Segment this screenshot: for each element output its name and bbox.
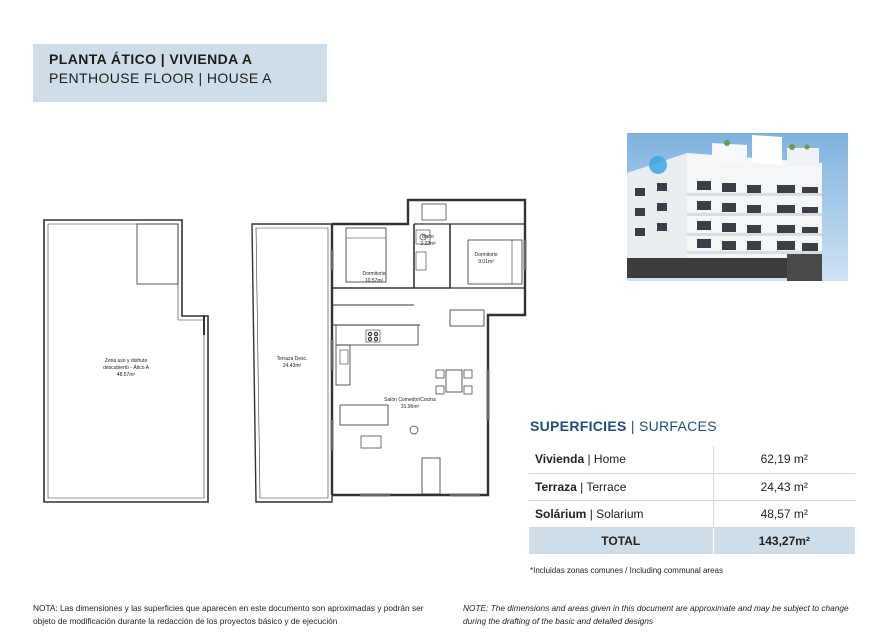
surfaces-heading — [530, 418, 717, 434]
bedroom2-label-1: Dormitorio — [474, 252, 498, 258]
terrace-label-2: 24.43m² — [282, 363, 302, 369]
total-label: TOTAL — [529, 527, 713, 554]
table-row — [529, 473, 855, 500]
row-name-es: Terraza — [535, 479, 577, 494]
bath-label-1: Baño — [422, 234, 434, 240]
total-value: 143,27m² — [713, 527, 855, 554]
title-box — [33, 44, 327, 102]
note-english: NOTE: The dimensions and areas given in this document are approximate and may be subject to change during the drafting of the basic and detailed designs — [463, 603, 849, 626]
surfaces-heading-es: SUPERFICIES — [530, 418, 627, 434]
communal-footnote: *Incluidas zonas comunes / Including communal areas — [530, 566, 723, 575]
surfaces-heading-en: | SURFACES — [626, 418, 717, 434]
floor-plan-drawing — [30, 190, 530, 510]
solarium-label-1: Zona uso y disfrute — [104, 358, 148, 364]
bedroom1-label-2: 10.57m² — [364, 278, 384, 284]
row-value: 24,43 m² — [713, 473, 855, 500]
bath-label-2: 3.22m² — [420, 241, 436, 247]
highlight-marker — [649, 156, 667, 174]
row-name-en: | Terrace — [576, 479, 627, 494]
total-row — [529, 527, 855, 554]
row-name-es: Vivienda — [535, 452, 585, 467]
building-illustration — [627, 133, 848, 281]
title-spanish: PLANTA ÁTICO | VIVIENDA A — [49, 51, 253, 67]
living-label-1: Salón Comedor/Cocina — [384, 397, 436, 403]
bedroom1-label-1: Dormitorio — [362, 271, 386, 277]
living-label-2: 31.96m² — [400, 404, 420, 410]
row-name-en: | Solarium — [586, 506, 644, 521]
solarium-label-2: descubierto - Ático A — [103, 365, 149, 371]
row-name — [529, 500, 713, 527]
title-english: PENTHOUSE FLOOR | HOUSE A — [49, 70, 272, 86]
terrace-label-1: Terraza Desc. — [276, 356, 308, 362]
row-name-es: Solárium — [535, 506, 587, 521]
row-value: 48,57 m² — [713, 500, 855, 527]
building-photo — [627, 133, 848, 281]
bedroom2-label-2: 9.01m² — [478, 259, 494, 265]
note-spanish: NOTA: Las dimensiones y las superficies que aparecen en este documento son aproximadas y podrán ser objeto de modificación durante la redacción de los proyectos básico y de ejecución — [33, 603, 424, 626]
solarium-label-3: 48.57m² — [116, 372, 136, 378]
row-name — [529, 446, 713, 473]
table-row — [529, 446, 855, 473]
row-name — [529, 473, 713, 500]
surfaces-table — [529, 446, 855, 554]
table-row — [529, 500, 855, 527]
row-name-en: | Home — [584, 452, 626, 467]
row-value: 62,19 m² — [713, 446, 855, 473]
floor-plan — [30, 190, 530, 510]
